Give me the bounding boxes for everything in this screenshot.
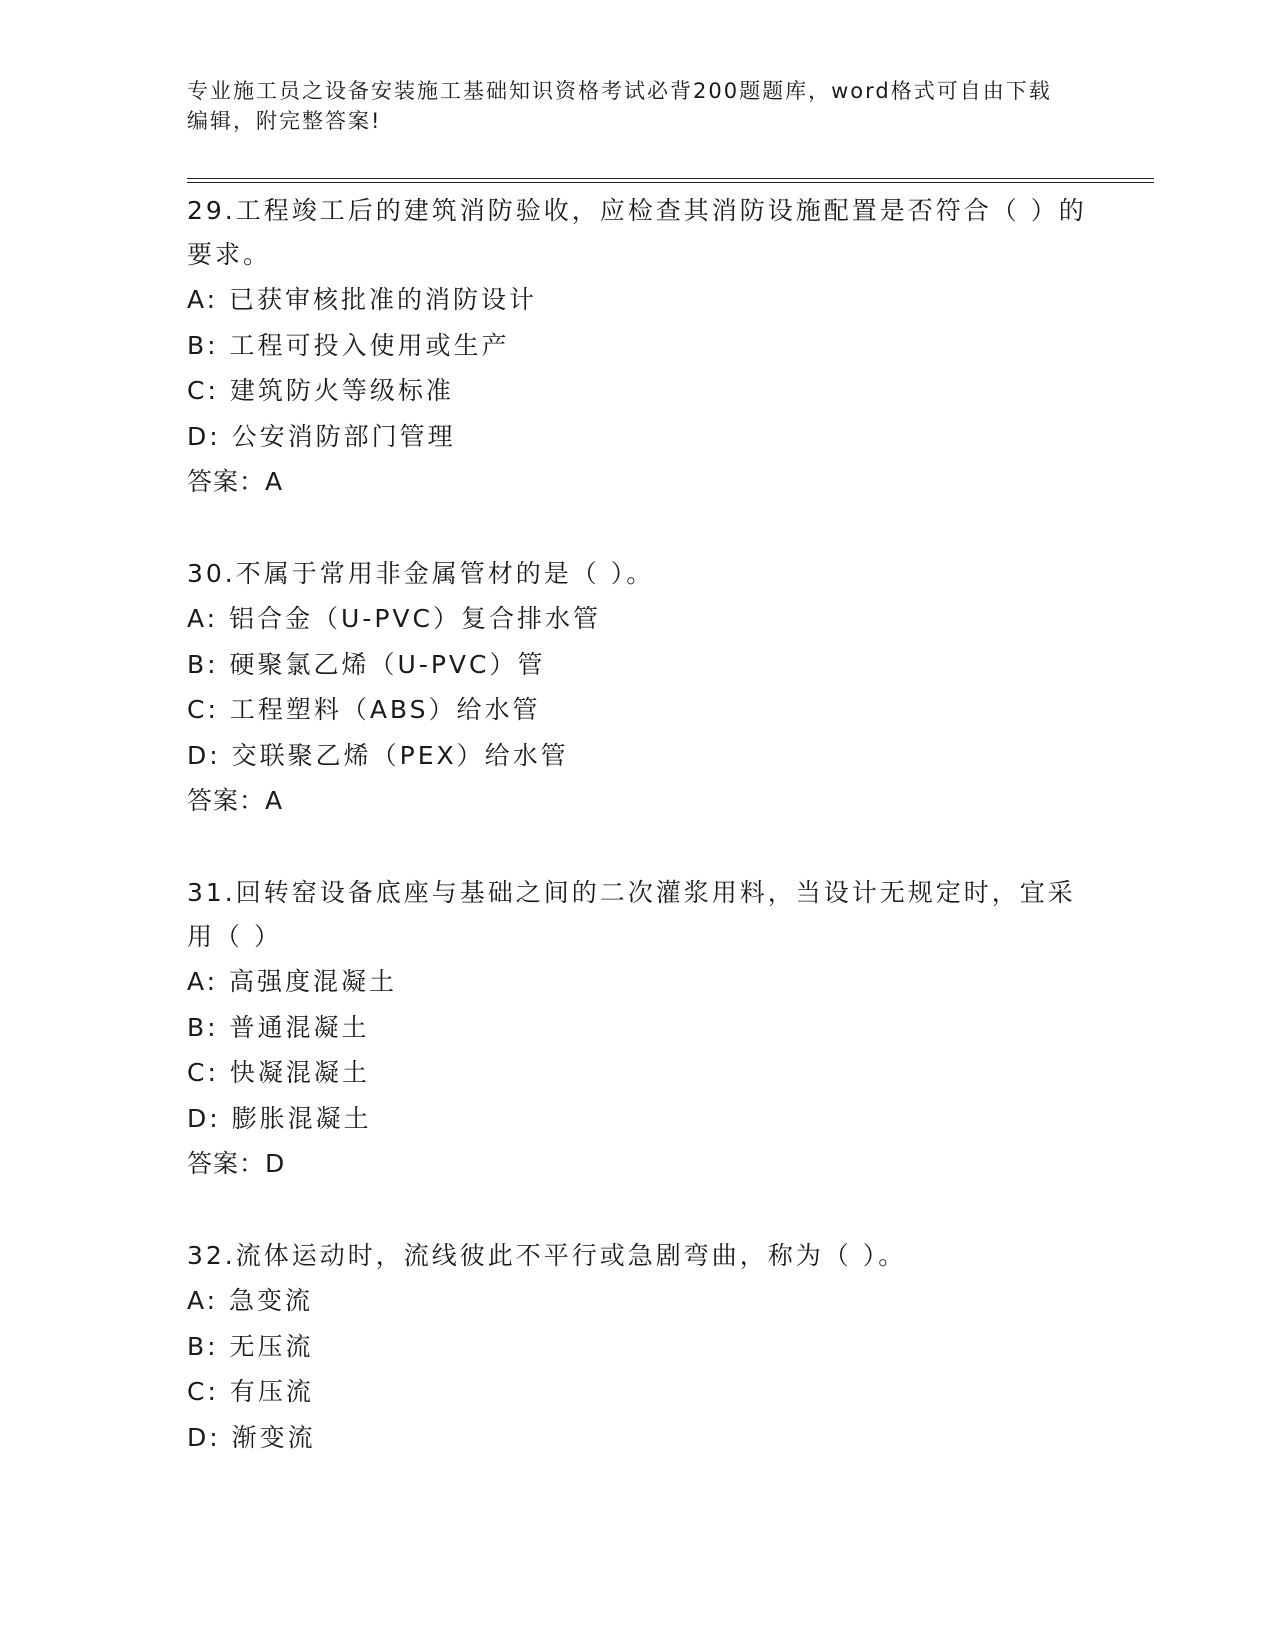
option-a: A: 高强度混凝土 xyxy=(187,967,398,996)
option-c: C: 有压流 xyxy=(187,1377,314,1406)
header-divider-bottom xyxy=(187,182,1154,183)
option-d: D: 渐变流 xyxy=(187,1422,316,1452)
question-30 xyxy=(187,552,1087,823)
document-header: 专业施工员之设备安装施工基础知识资格考试必背200题题库，word格式可自由下载编辑，附完整答案! xyxy=(187,79,1052,133)
option-b: B: 硬聚氯乙烯（U-PVC）管 xyxy=(187,649,546,679)
option-c: C: 工程塑料（ABS）给水管 xyxy=(187,695,541,724)
option-a: A: 已获审核批准的消防设计 xyxy=(187,285,538,314)
option-a: A: 铝合金（U-PVC）复合排水管 xyxy=(187,604,601,633)
option-b: B: 无压流 xyxy=(187,1331,314,1361)
question-31 xyxy=(187,871,1087,1186)
answer-text: 答案：A xyxy=(187,467,284,496)
option-a: A: 急变流 xyxy=(187,1286,314,1315)
option-c: C: 快凝混凝土 xyxy=(187,1058,370,1087)
option-b: B: 普通混凝土 xyxy=(187,1012,370,1042)
question-stem: 31.回转窑设备底座与基础之间的二次灌浆用料，当设计无规定时，宜采用（ ） xyxy=(187,878,1076,951)
answer-text: 答案：A xyxy=(187,786,284,815)
option-d: D: 膨胀混凝土 xyxy=(187,1103,372,1133)
question-32 xyxy=(187,1234,1087,1460)
header-divider-top xyxy=(187,178,1154,179)
option-b: B: 工程可投入使用或生产 xyxy=(187,330,510,360)
option-c: C: 建筑防火等级标准 xyxy=(187,376,454,405)
question-stem: 32.流体运动时，流线彼此不平行或急剧弯曲，称为（ ）。 xyxy=(187,1241,907,1270)
question-stem: 29.工程竣工后的建筑消防验收，应检查其消防设施配置是否符合（ ）的要求。 xyxy=(187,196,1087,269)
question-stem: 30.不属于常用非金属管材的是（ ）。 xyxy=(187,559,655,588)
question-29 xyxy=(187,189,1087,504)
answer-text: 答案：D xyxy=(187,1149,286,1178)
option-d: D: 交联聚乙烯（PEX）给水管 xyxy=(187,740,569,770)
option-d: D: 公安消防部门管理 xyxy=(187,421,456,451)
